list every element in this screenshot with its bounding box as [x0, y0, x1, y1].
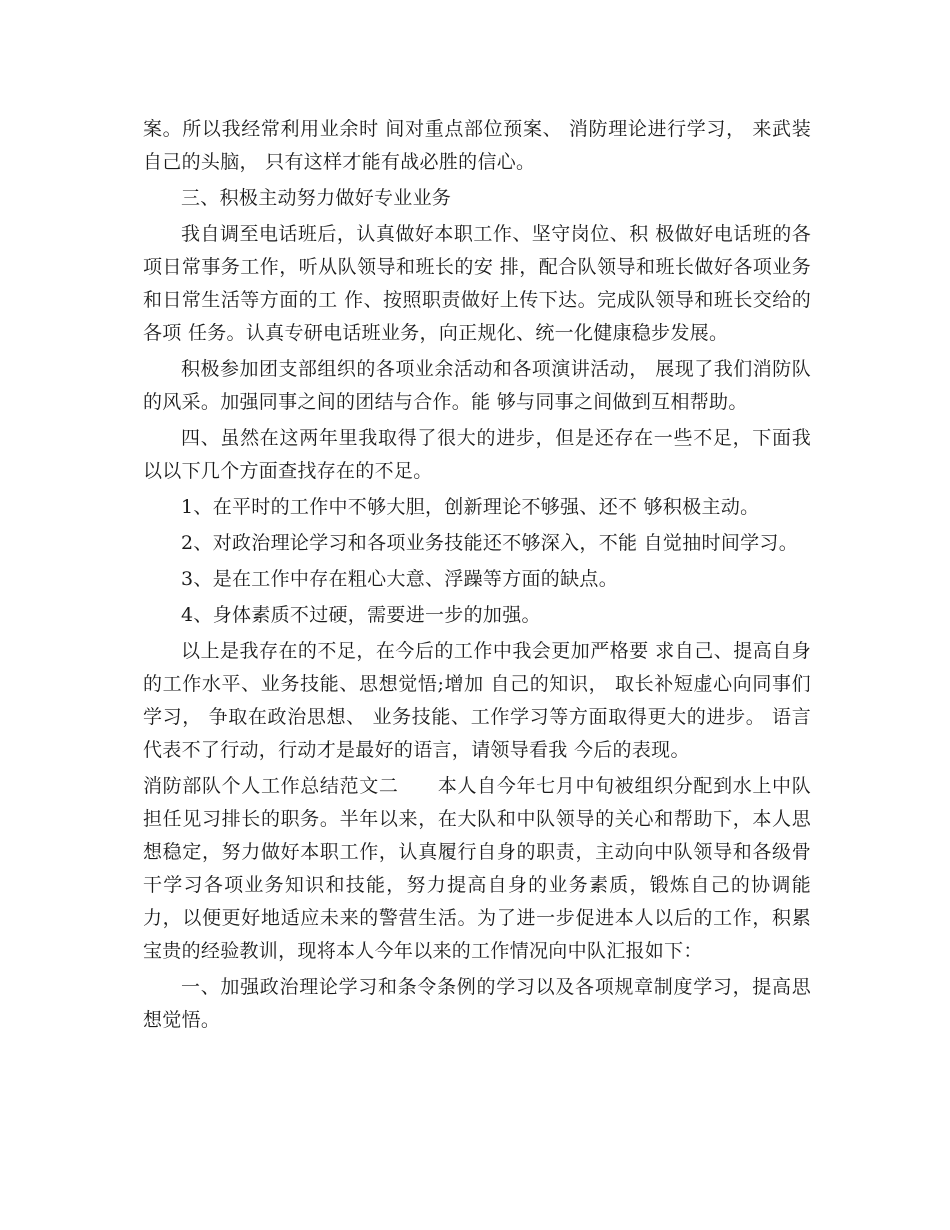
- paragraph-4: 以上是我存在的不足，在今后的工作中我会更加严格要 求自己、提高自身的工作水平、业务技能、思想觉悟;增加 自己的知识， 取长补短虚心向同事们学习， 争取在政治思想、 业务技能、工作学习等方面取得更大的进步。 语言代表不了行动，行动才是最好的语言，请领导看我 今后的表现。: [143, 640, 811, 761]
- paragraph-5: 消防部队个人工作总结范文二 本人自今年七月中旬被组织分配到水上中队担任见习排长的职务。半年以来，在大队和中队领导的关心和帮助下，本人思想稳定，努力做好本职工作，认真履行自身的职责，主动向中队领导和各级骨干学习各项业务知识和技能，努力提高自身的业务素质，锻炼自己的协调能力，以便更好地适应未来的警营生活。为了进一步促进本人以后的工作，积累宝贵的经验教训，现将本人今年以来的工作情况向中队汇报如下：: [143, 775, 811, 962]
- list-item-4: 4、身体素质不过硬，需要进一步的加强。: [181, 604, 541, 626]
- section-heading-4: 四、虽然在这两年里我取得了很大的进步，但是还存在一些不足，下面我以以下几个方面查找存在的不足。: [143, 427, 811, 482]
- paragraph-3: 积极参加团支部组织的各项业余活动和各项演讲活动， 展现了我们消防队的风采。加强同事之间的团结与合作。能 够与同事之间做到互相帮助。: [143, 358, 811, 413]
- section-heading-1: 一、加强政治理论学习和条令条例的学习以及各项规章制度学习，提高思想觉悟。: [143, 976, 811, 1031]
- list-item-2: 2、对政治理论学习和各项业务技能还不够深入，不能 自觉抽时间学习。: [181, 532, 799, 554]
- section-heading-3: 三、积极主动努力做好专业业务: [181, 187, 452, 209]
- paragraph-2: 我自调至电话班后，认真做好本职工作、坚守岗位、积 极做好电话班的各项日常事务工作，听从队领导和班长的安 排，配合队领导和班长做好各项业务和日常生活等方面的工 作、按照职责做好上传下达。完成队领导和班长交给的各项 任务。认真专研电话班业务，向正规化、统一化健康稳步发展。: [143, 223, 811, 344]
- list-item-3: 3、是在工作中存在粗心大意、浮躁等方面的缺点。: [181, 568, 618, 590]
- list-item-1: 1、在平时的工作中不够大胆，创新理论不够强、还不 够积极主动。: [181, 496, 760, 518]
- document-body: [143, 113, 811, 1040]
- paragraph-1: 案。所以我经常利用业余时 间对重点部位预案、 消防理论进行学习， 来武装自己的头脑， 只有这样才能有战必胜的信心。: [143, 118, 811, 173]
